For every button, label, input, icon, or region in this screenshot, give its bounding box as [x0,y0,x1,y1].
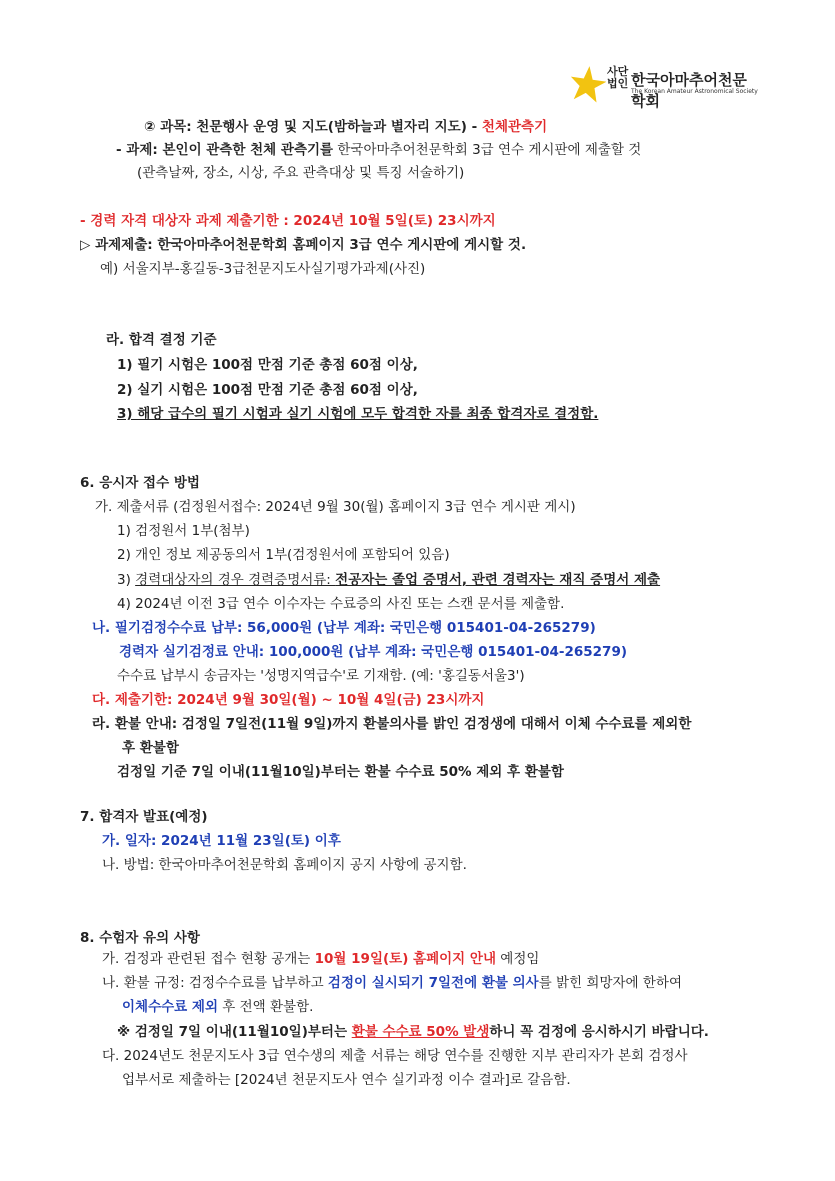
doc-item: 4) 2024년 이전 3급 연수 이수자는 수료증의 사진 또는 스캔 문서를 제출함. [117,596,565,612]
task-line: - 과제: 본인이 관측한 천체 관측기를 한국아마추어천문학회 3급 연수 게시판에 제출할 것 [116,142,642,158]
refund-warning: ※ 검정일 7일 이내(11월10일)부터는 환불 수수료 50% 발생하니 꼭 검정에 응시하시기 바랍니다. [117,1024,709,1040]
criteria-item: 2) 실기 시험은 100점 만점 기준 총점 60점 이상, [117,382,418,398]
section-6-ga: 가. 제출서류 (검정원서접수: 2024년 9월 30(월) 홈페이지 3급 연수 게시판 게시) [95,499,576,515]
refund-info-cont: 후 환불함 [122,740,179,756]
fee-note: 수수료 납부시 송금자는 '성명지역급수'로 기재함. (예: '홍길동서울3') [117,668,525,684]
section-8-na: 나. 환불 규정: 검정수수료를 납부하고 검정이 실시되기 7일전에 환불 의사를 밝힌 희망자에 한하여 [102,975,682,991]
criteria-item: 3) 해당 급수의 필기 시험과 실기 시험에 모두 합격한 자를 최종 합격자로 결정함. [117,406,599,422]
announce-date: 가. 일자: 2024년 11월 23일(토) 이후 [102,833,341,849]
section-8-na-cont: 이체수수료 제외 후 전액 환불함. [122,999,314,1015]
section-6-title: 6. 응시자 접수 방법 [80,475,200,491]
criteria-title: 라. 합격 결정 기준 [106,332,217,348]
section-8-title: 8. 수험자 유의 사항 [80,930,200,946]
star-logo-icon [570,62,606,104]
logo-english-name: The Korean Amateur Astronomical Society [631,88,758,95]
section-8-ga: 가. 검정과 관련된 접수 현황 공개는 10월 19일(토) 홈페이지 안내 예정임 [102,951,540,967]
subject-line: ② 과목: 천문행사 운영 및 지도(밤하늘과 별자리 지도) - 천체관측기 [144,119,548,135]
announce-method: 나. 방법: 한국아마추어천문학회 홈페이지 공지 사항에 공지함. [102,857,467,873]
refund-info-note: 검정일 기준 7일 이내(11월10일)부터는 환불 수수료 50% 제외 후 환불함 [117,764,564,780]
doc-item: 1) 검정원서 1부(첨부) [117,523,250,539]
career-deadline: - 경력 자격 대상자 과제 제출기한 : 2024년 10월 5일(토) 23시까지 [80,213,496,229]
career-example: 예) 서울지부-홍길동-3급천문지도사실기평가과제(사진) [100,261,426,277]
practical-fee: 경력자 실기검정료 안내: 100,000원 (납부 계좌: 국민은행 015401-04-265279) [119,644,628,660]
logo-name: 한국아마추어천문학회 [631,71,747,110]
section-7-title: 7. 합격자 발표(예정) [80,809,208,825]
society-logo [570,62,760,108]
written-fee: 나. 필기검정수수료 납부: 56,000원 (납부 계좌: 국민은행 015401-04-265279) [92,620,596,636]
refund-info: 라. 환불 안내: 검정일 7일전(11월 9일)까지 환불의사를 밝인 검정생에 대해서 이체 수수료를 제외한 [92,716,692,732]
criteria-item: 1) 필기 시험은 100점 만점 기준 총점 60점 이상, [117,357,418,373]
doc-item: 2) 개인 정보 제공동의서 1부(검정원서에 포함되어 있음) [117,547,450,563]
doc-item: 3) 경력대상자의 경우 경력증명서류: 전공자는 졸업 증명서, 관련 경력자는 재직 증명서 제출 [117,572,661,588]
section-8-da: 다. 2024년도 천문지도사 3급 연수생의 제출 서류는 해당 연수를 진행한 지부 관리자가 본회 검정사 [102,1048,688,1064]
career-submit: ▷ 과제제출: 한국아마추어천문학회 홈페이지 3급 연수 게시판에 게시할 것. [80,237,527,253]
subject-highlight: 천체관측기 [481,119,548,135]
section-8-da-cont: 업부서로 제출하는 [2024년 천문지도사 연수 실기과정 이수 결과]로 갈음함. [122,1072,571,1088]
logo-org-type: 사단 법인 [607,65,629,90]
task-note: (관측날짜, 장소, 시상, 주요 관측대상 및 특징 서술하기) [137,165,465,181]
submit-deadline: 다. 제출기한: 2024년 9월 30일(월) ~ 10월 4일(금) 23시까지 [92,692,485,708]
